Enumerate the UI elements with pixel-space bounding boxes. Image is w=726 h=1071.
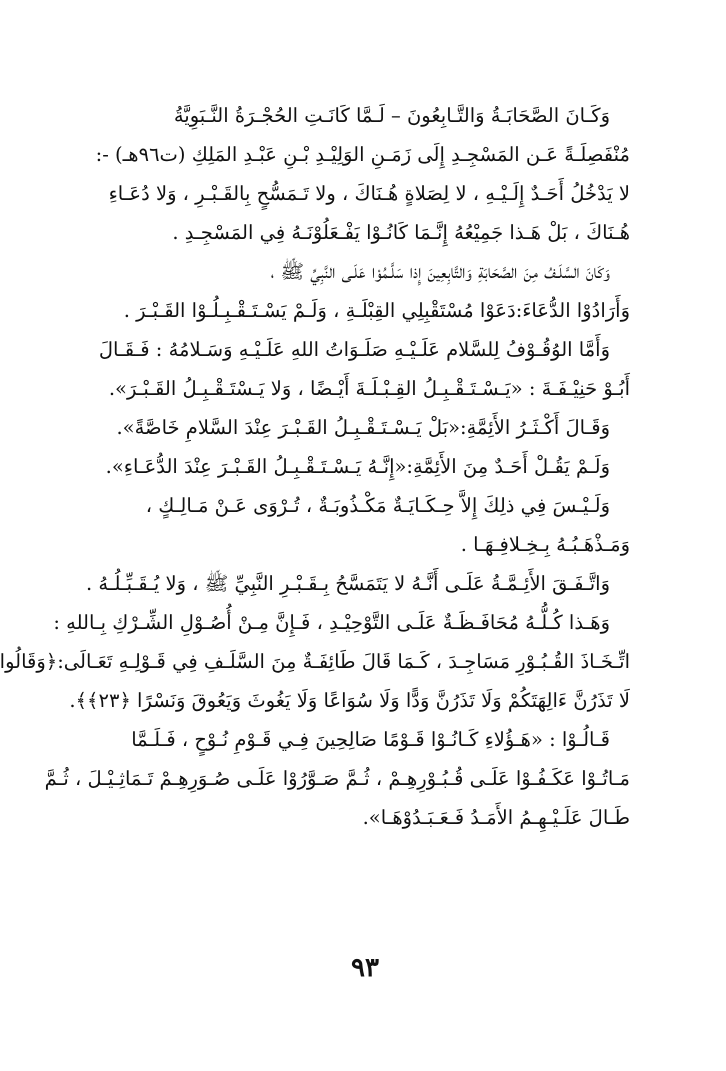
text-line: وَأَمَّا الوُقُـوْفُ لِلسَّلام عَلَـيْـهِ صَلَـوَاتُ اللهِ عَلَـيْـهِ وَسَـلامُهُ : فَـقَـالَ [98, 338, 610, 361]
text-line: طَـالَ عَلَـيْـهِـمُ الأَمَـدُ فَـعَـبَـدُوْهَـا». [362, 806, 630, 829]
text-line: وَقَـالَ أَكْـثَـرُ الأَئِمَّةِ:«بَلْ يَـسْـتَـقْـبِـلُ القَـبْـرَ عِنْدَ السَّلامِ خَاصَّةً». [116, 416, 610, 439]
paragraph-imams-agreed [86, 564, 630, 603]
text-line: وَهَـذا كُـلُّـهُ مُحَافَـظَـةٌ عَلَـى التَّوْحِيْـدِ ، فَـإِنَّ مِـنْ أُصُـوْلِ الشِّـرْكِ بِـاللهِ : [53, 611, 610, 634]
quran-verse-line: لَا تَذَرُنَّ ءَالِهَتَكُمْ وَلَا تَذَرُنَّ وَدًّا وَلَا سُوَاعًا وَلَا يَغُوثَ وَيَعُوقَ وَنَسْرًا ﴿٢٣﴾﴾. [69, 689, 630, 712]
text-line: مُنْفَصِلَـةً عَـن المَسْجِـدِ إِلَى زَمَـنِ الوَلِيْـدِ بْـنِ عَبْـدِ المَلِكِ (ت٩٦هـ) -: [95, 143, 630, 166]
paragraph-companions-chamber [86, 96, 630, 252]
page-number: ٩٣ [351, 953, 379, 983]
text-line: أَبُـوْ حَنِيْـفَـةَ : «يَـسْـتَـقْـبِـلُ القِـبْـلَـةَ أَيْـضًا ، وَلا يَـسْتَـقْـبِـلُ القَـبْـرَ». [108, 377, 630, 400]
paragraph-most-imams [86, 408, 630, 447]
text-line: وَاتَّـفَـقَ الأَئِـمَّـةُ عَلَـى أَنَّـهُ لا يَتَمَسَّحُ بِـقَـبْـرِ النَّبِيِّ ﷺ ، وَلا يُـقَـبِّـلُـهُ . [85, 572, 610, 595]
paragraph-no-imam-said [86, 447, 630, 486]
paragraph-abu-hanifa [86, 330, 630, 408]
text-line: قَـالُـوْا : «هَـؤُلاءِ كَـانُـوْا قَـوْمًا صَالِحِينَ فِـي قَـوْمِ نُـوْحٍ ، فَـلَـمَّا [131, 728, 610, 751]
text-line: وَمَـذْهَـبُـهُ بِـخِـلافِـهَـا . [460, 533, 630, 556]
text-line: لا يَدْخُلُ أَحَـدٌ إِلَـيْـهِ ، لا لِصَلاةٍ هُـنَاكَ ، ولا تَـمَسُّحٍ بِالقَـبْـرِ ، وَلا دُعَـاءِ [108, 182, 630, 205]
text-line: وَلَـمْ يَقُـلْ أَحَـدٌ مِنَ الأَئِمَّةِ:«إِنَّـهُ يَـسْـتَـقْـبِـلُ القَـبْـرَ عِنْدَ الدُّعَـاءِ». [105, 455, 610, 478]
text-line: اتِّـخَـاذَ القُـبُـوْرِ مَسَاجِـدَ ، كَـمَا قَالَ طَائِفَـةٌ مِنَ السَّلَـفِ فِي قَـوْلِـهِ تَعَـالَى:﴿وَقَالُوا [0, 650, 630, 673]
text-line: وَكَـانَ الصَّحَابَـةُ وَالتَّـابِعُونَ – لَـمَّا كَانَـتِ الحُجْـرَةُ النَّـبَوِيَّةُ [173, 104, 610, 127]
paragraph-tawhid [0, 603, 630, 720]
page-body [0, 96, 630, 837]
text-line: وَلَـيْـسَ فِي ذلِكَ إِلاَّ حِـكَـايَـةٌ مَكْـذُوبَـةٌ ، تُـرْوَى عَـنْ مَـالِـكٍ ، [145, 494, 610, 517]
paragraph-malik-story [86, 486, 630, 564]
paragraph-salaf-greeting [86, 252, 630, 330]
text-line: وَكَانَ السَّلَـفُ مِنَ الصَّحَابَةِ وَالتَّابِعِينَ إِذا سَلَّـمُوْا عَلَـى النَّبِيِّ ﷺ ، [270, 260, 610, 283]
text-line: مَـاتُـوْا عَكَـفُـوْا عَلَـى قُـبُـوْرِهِـمْ ، ثُـمَّ صَـوَّرُوْا عَلَـى صُـوَرِهِـمْ تَـمَاثِـيْـلَ ، ثُـمَّ [44, 767, 630, 790]
text-line: وَأَرَادُوْا الدُّعَاءَ:دَعَوْا مُسْتَقْبِلِي القِبْلَـةِ ، وَلَـمْ يَسْـتَـقْـبِـلُـوْا القَـبْـرَ . [123, 299, 630, 322]
text-line: هُـنَاكَ ، بَلْ هَـذا جَمِيْعُهُ إِنَّـمَا كَانُـوْا يَفْـعَلُوْنَـهُ فِي المَسْجِـدِ . [172, 221, 630, 244]
paragraph-people-of-nuh [44, 720, 630, 837]
